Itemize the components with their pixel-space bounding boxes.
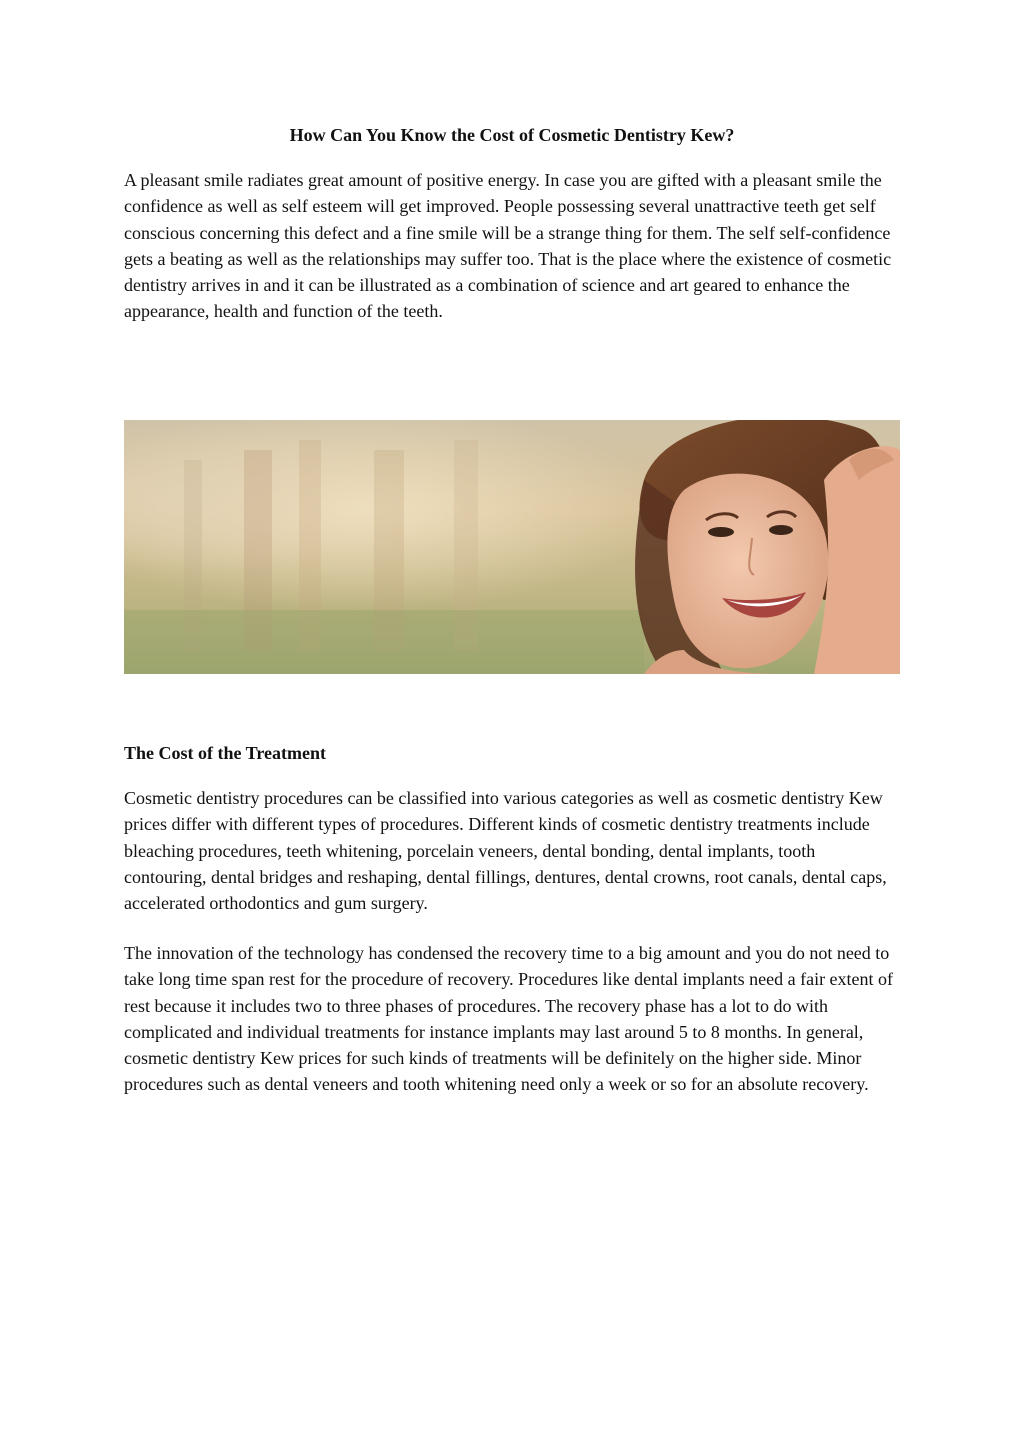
- photo-illustration: [124, 420, 900, 674]
- document-title: How Can You Know the Cost of Cosmetic Dentistry Kew?: [289, 125, 735, 145]
- intro-paragraph: A pleasant smile radiates great amount of positive energy. In case you are gifted with a pleasant smile the confidence as well as self esteem will get improved. People possessing several unattractive teeth get self conscious concerning this defect and a fine smile will be a strange thing for them. The self self-confidence gets a beating as well as the relationships may suffer too. That is the place where the existence of cosmetic dentistry arrives in and it can be illustrated as a combination of science and art geared to enhance the appearance, health and function of the teeth.: [124, 170, 892, 322]
- section-paragraph-2: The innovation of the technology has condensed the recovery time to a big amount and you do not need to take long time span rest for the procedure of recovery. Procedures like dental implants need a fair extent of rest because it includes two to three phases of procedures. The recovery phase has a lot to do with complicated and individual treatments for instance implants may last around 5 to 8 months. In general, cosmetic dentistry Kew prices for such kinds of treatments will be definitely on the higher side. Minor procedures such as dental veneers and tooth whitening need only a week or so for an absolute recovery.: [124, 943, 894, 1095]
- section-heading: The Cost of the Treatment: [124, 743, 326, 763]
- smiling-woman-photo: [124, 420, 900, 674]
- section-paragraph-1: Cosmetic dentistry procedures can be classified into various categories as well as cosmetic dentistry Kew prices differ with different types of procedures. Different kinds of cosmetic dentistry treatments include bleaching procedures, teeth whitening, porcelain veneers, dental bonding, dental implants, tooth contouring, dental bridges and reshaping, dental fillings, dentures, dental crowns, root canals, dental caps, accelerated orthodontics and gum surgery.: [124, 788, 887, 914]
